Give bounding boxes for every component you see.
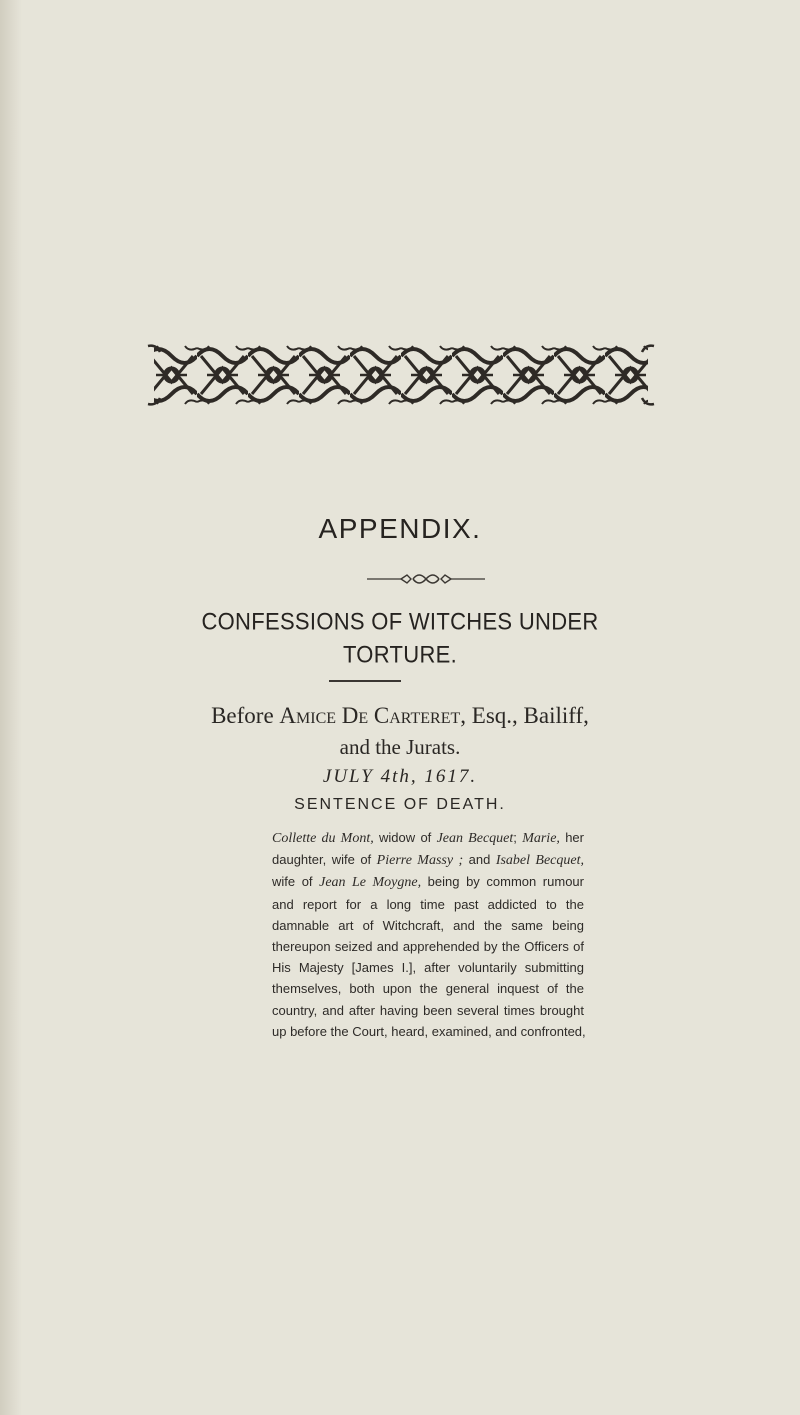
bailiff-name: Amice De Carteret bbox=[279, 703, 461, 728]
date-year: 1617. bbox=[424, 766, 478, 787]
court-line-before: Before bbox=[211, 703, 274, 728]
decorative-flourish-icon bbox=[367, 572, 485, 586]
body-paragraph bbox=[272, 827, 584, 1042]
court-line-rest: , Esq., Bailiff, bbox=[460, 703, 589, 728]
section-heading-line-1: CONFESSIONS OF WITCHES UNDER bbox=[201, 607, 599, 635]
ornamental-headpiece-icon bbox=[146, 342, 656, 408]
text-line: up before the Court, heard, examined, and confronted, bbox=[272, 1023, 586, 1039]
text-line: wife of Jean Le Moygne, being by common rumour bbox=[272, 874, 584, 891]
court-line bbox=[0, 703, 800, 729]
sentence-date bbox=[0, 766, 800, 788]
text-line: and report for a long time past addicted to the bbox=[272, 896, 584, 912]
sentence-heading: SENTENCE OF DEATH. bbox=[294, 796, 506, 813]
text-line: country, and after having been several times brought bbox=[272, 1002, 584, 1018]
text-line: His Majesty [James I.], after voluntarily submitting bbox=[272, 960, 584, 976]
jurats-line: and the Jurats. bbox=[339, 735, 461, 759]
text-line: damnable art of Witchcraft, and the same being bbox=[272, 917, 584, 933]
date-day: 4th, bbox=[380, 766, 418, 787]
text-line: themselves, both upon the general inquest of the bbox=[272, 981, 584, 997]
divider-rule bbox=[329, 680, 401, 682]
text-line: Collette du Mont, widow of Jean Becquet; Marie, her bbox=[272, 830, 584, 846]
section-heading-line-2: TORTURE. bbox=[342, 640, 458, 668]
page-title: APPENDIX. bbox=[318, 513, 482, 544]
date-month: JULY bbox=[322, 766, 374, 787]
text-line: thereupon seized and apprehended by the Officers of bbox=[272, 939, 584, 955]
text-line: daughter, wife of Pierre Massy ; and Isabel Becquet, bbox=[272, 852, 584, 869]
